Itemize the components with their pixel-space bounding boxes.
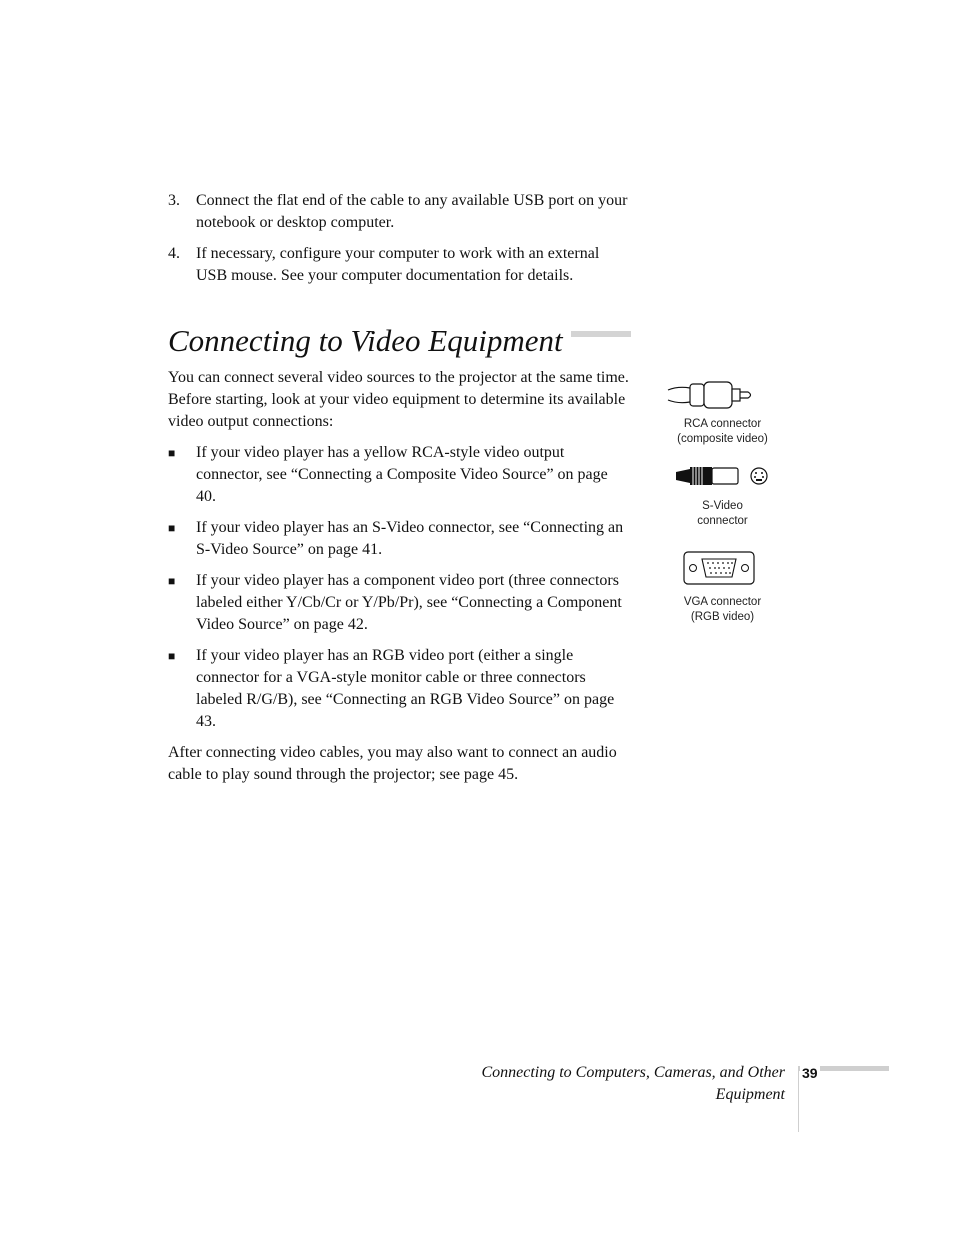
step-3 [168,190,630,234]
step-text: Connect the flat end of the cable to any available USB port on your notebook or desktop computer. [196,192,628,231]
svideo-figure [660,462,785,529]
caption-line: VGA connector [683,596,762,608]
page-number: 39 [802,1065,818,1081]
step-number: 4. [168,245,180,262]
rca-caption [660,417,785,447]
connection-bullets [168,442,630,733]
caption-line: (RGB video) [690,611,755,623]
section-body [168,367,630,795]
caption-line: RCA connector [683,418,762,430]
step-text: If necessary, configure your computer to work with an external USB mouse. See your computer documentation for details. [196,245,600,284]
vga-caption [660,595,785,625]
vga-figure [660,550,785,625]
closing-paragraph: After connecting video cables, you may also want to connect an audio cable to play sound through the projector; see page 45. [168,744,617,783]
rca-connector-icon [660,378,785,412]
intro-paragraph: You can connect several video sources to the projector at the same time. Before starting, look at your video equipment to determine its available video output connections: [168,369,629,430]
step-4 [168,243,630,287]
bullet-text: If your video player has an RGB video port (either a single connector for a VGA-style monitor cable or three connectors labeled R/G/B), see “Connecting an RGB Video Source” on page 43. [196,647,615,730]
bullet-square-icon: ■ [168,446,176,460]
caption-line: S-Video [702,500,743,512]
bullet-item [168,570,630,636]
bullet-item [168,442,630,508]
caption-line: connector [697,515,748,527]
numbered-steps [168,190,630,296]
step-number: 3. [168,192,180,209]
svideo-caption [660,499,785,529]
vga-connector-icon [660,550,785,586]
rca-figure [660,378,785,447]
bullet-item [168,645,630,733]
caption-line: (composite video) [677,433,768,445]
footer-chapter-title: Connecting to Computers, Cameras, and Other Equipment [481,1064,785,1103]
bullet-text: If your video player has a yellow RCA-style video output connector, see “Connecting a Composite Video Source” on page 40. [196,444,608,505]
section-heading: Connecting to Video Equipment [168,320,571,362]
bullet-text: If your video player has an S-Video connector, see “Connecting an S-Video Source” on page 41. [196,519,624,558]
svideo-connector-icon [660,462,785,490]
bullet-square-icon: ■ [168,574,176,588]
bullet-square-icon: ■ [168,649,176,663]
footer-vertical-rule [798,1066,799,1132]
bullet-item [168,517,630,561]
bullet-square-icon: ■ [168,521,176,535]
bullet-text: If your video player has a component video port (three connectors labeled either Y/Cb/Cr or Y/Pb/Pr), see “Connecting a Component Video Source” on page 42. [196,572,622,633]
